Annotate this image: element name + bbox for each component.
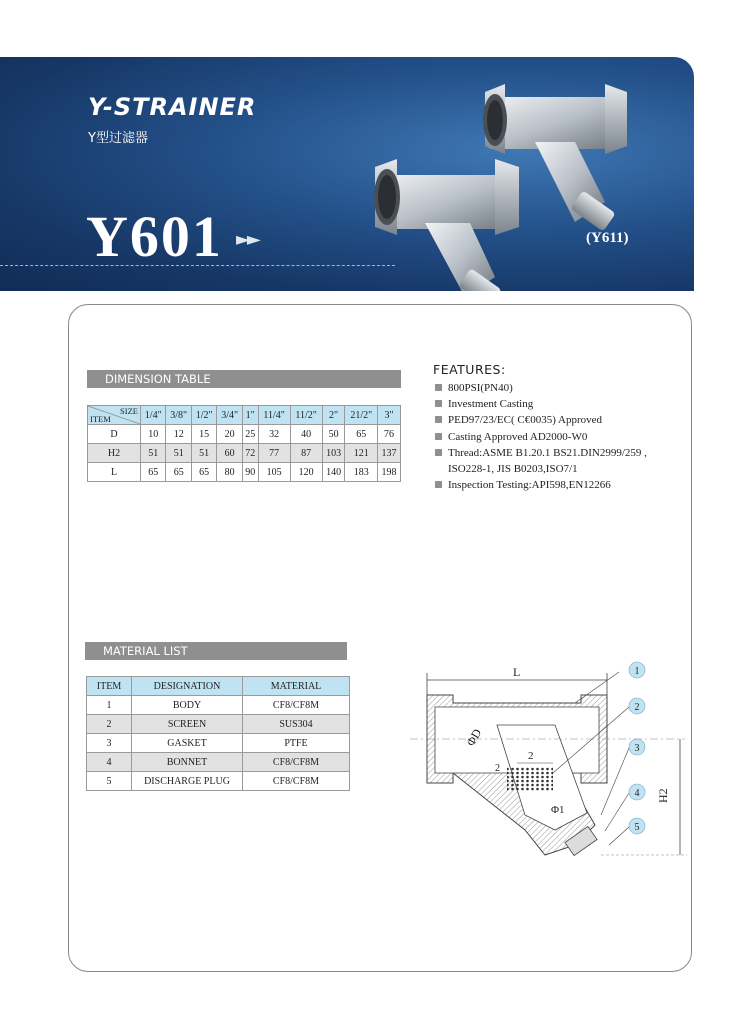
header-banner [0, 57, 694, 291]
strainer-cross-section-drawing [405, 655, 695, 870]
leader-line [605, 793, 629, 831]
column-header: DESIGNATION [132, 677, 243, 696]
table-cell: DISCHARGE PLUG [132, 772, 243, 791]
callout-1 [629, 662, 645, 678]
table-cell: BONNET [132, 753, 243, 772]
leader-line [609, 827, 629, 845]
dimension-corner-cell [88, 406, 141, 425]
variant-model: (Y611) [586, 230, 629, 246]
table-cell: 198 [378, 463, 401, 482]
dimension-label-l: L [513, 665, 521, 679]
callout-3 [629, 739, 645, 755]
dimension-label-phi1: Φ1 [551, 804, 565, 816]
table-cell: 65 [166, 463, 191, 482]
feature-item [435, 412, 647, 428]
size-header: 11/2" [290, 406, 322, 425]
feature-item [435, 429, 647, 445]
dimension-row-h2 [88, 444, 401, 463]
square-bullet-icon [435, 449, 442, 456]
svg-text:2: 2 [634, 702, 640, 713]
dimension-header-row [88, 406, 401, 425]
square-bullet-icon [435, 433, 442, 440]
svg-text:3: 3 [634, 743, 640, 754]
valve-product-photo [355, 57, 655, 291]
table-cell: 51 [141, 444, 166, 463]
feature-text: Inspection Testing:API598,EN12266 [448, 479, 611, 492]
svg-text:4: 4 [634, 788, 640, 799]
feature-text: Investment Casting [448, 398, 534, 411]
square-bullet-icon [435, 416, 442, 423]
callout-5 [629, 818, 645, 834]
product-category-title: Y-STRAINER [88, 93, 257, 121]
size-header: 3/8" [166, 406, 191, 425]
table-cell: 103 [322, 444, 345, 463]
feature-text: PED97/23/EC( C€0035) Approved [448, 414, 602, 427]
table-cell: BODY [132, 696, 243, 715]
size-header: 2" [322, 406, 345, 425]
row-label: D [88, 425, 141, 444]
table-cell: 51 [191, 444, 216, 463]
table-row [87, 715, 350, 734]
table-cell: 3 [87, 734, 132, 753]
dimension-row-d [88, 425, 401, 444]
dimension-table [87, 405, 401, 482]
feature-item [435, 380, 647, 396]
table-cell: 12 [166, 425, 191, 444]
table-cell: 25 [242, 425, 258, 444]
table-cell: 2 [87, 715, 132, 734]
table-cell: 50 [322, 425, 345, 444]
table-cell: 76 [378, 425, 401, 444]
dimension-row-l [88, 463, 401, 482]
table-cell: 80 [217, 463, 242, 482]
table-cell: 120 [290, 463, 322, 482]
table-cell: 137 [378, 444, 401, 463]
feature-text-continued: ISO228-1, JIS B0203,ISO7/1 [448, 463, 578, 476]
size-header: 3/4" [217, 406, 242, 425]
corner-item-label: ITEM [90, 414, 111, 424]
table-cell: CF8/CF8M [243, 772, 350, 791]
table-cell: 5 [87, 772, 132, 791]
corner-size-label: SIZE [120, 406, 138, 416]
model-number: Y601 [86, 204, 223, 269]
size-header: 1/4" [141, 406, 166, 425]
table-cell: PTFE [243, 734, 350, 753]
square-bullet-icon [435, 481, 442, 488]
table-cell: 65 [345, 425, 378, 444]
feature-text: Thread:ASME B1.20.1 BS21.DIN2999/259 , [448, 446, 647, 459]
table-cell: 90 [242, 463, 258, 482]
svg-text:1: 1 [634, 666, 640, 677]
table-cell: 1 [87, 696, 132, 715]
table-cell: SUS304 [243, 715, 350, 734]
table-cell: 105 [258, 463, 290, 482]
dimension-table-heading: DIMENSION TABLE [87, 370, 401, 388]
square-bullet-icon [435, 400, 442, 407]
table-cell: CF8/CF8M [243, 696, 350, 715]
table-cell: 4 [87, 753, 132, 772]
table-cell: 65 [141, 463, 166, 482]
dimension-label-h2: H2 [656, 788, 670, 803]
square-bullet-icon [435, 384, 442, 391]
table-cell: 121 [345, 444, 378, 463]
size-header: 3" [378, 406, 401, 425]
dimension-label-phid: ΦD [463, 726, 485, 749]
feature-item [435, 445, 647, 477]
callout-4 [629, 784, 645, 800]
table-cell: 140 [322, 463, 345, 482]
table-cell: 10 [141, 425, 166, 444]
table-cell: 20 [217, 425, 242, 444]
table-cell: 183 [345, 463, 378, 482]
size-header: 1/2" [191, 406, 216, 425]
table-cell: 15 [191, 425, 216, 444]
dimension-label-2: 2 [495, 763, 500, 774]
double-arrow-icon: ►► [236, 229, 258, 250]
table-cell: 65 [191, 463, 216, 482]
table-cell: 72 [242, 444, 258, 463]
feature-item [435, 477, 647, 493]
table-cell: GASKET [132, 734, 243, 753]
table-row [87, 734, 350, 753]
column-header: ITEM [87, 677, 132, 696]
table-cell: CF8/CF8M [243, 753, 350, 772]
material-header-row [87, 677, 350, 696]
table-cell: 40 [290, 425, 322, 444]
callout-2 [629, 698, 645, 714]
feature-text: 800PSI(PN40) [448, 382, 513, 394]
dashed-divider [0, 265, 395, 266]
row-label: H2 [88, 444, 141, 463]
table-row [87, 753, 350, 772]
dimension-label-2: 2 [528, 750, 534, 762]
row-label: L [88, 463, 141, 482]
features-heading: FEATURES: [433, 362, 506, 377]
feature-text: Casting Approved AD2000-W0 [448, 430, 588, 443]
size-header: 11/4" [258, 406, 290, 425]
table-cell: 77 [258, 444, 290, 463]
material-table [86, 676, 350, 791]
table-cell: 60 [217, 444, 242, 463]
size-header: 1" [242, 406, 258, 425]
screen-mesh [507, 767, 553, 791]
features-list [435, 380, 647, 493]
product-category-subtitle: Y型过滤器 [88, 131, 148, 146]
table-cell: 32 [258, 425, 290, 444]
table-cell: 51 [166, 444, 191, 463]
table-row [87, 696, 350, 715]
feature-item [435, 396, 647, 412]
column-header: MATERIAL [243, 677, 350, 696]
table-cell: SCREEN [132, 715, 243, 734]
svg-text:5: 5 [634, 822, 640, 833]
material-list-heading: MATERIAL LIST [85, 642, 347, 660]
table-cell: 87 [290, 444, 322, 463]
size-header: 21/2" [345, 406, 378, 425]
table-row [87, 772, 350, 791]
